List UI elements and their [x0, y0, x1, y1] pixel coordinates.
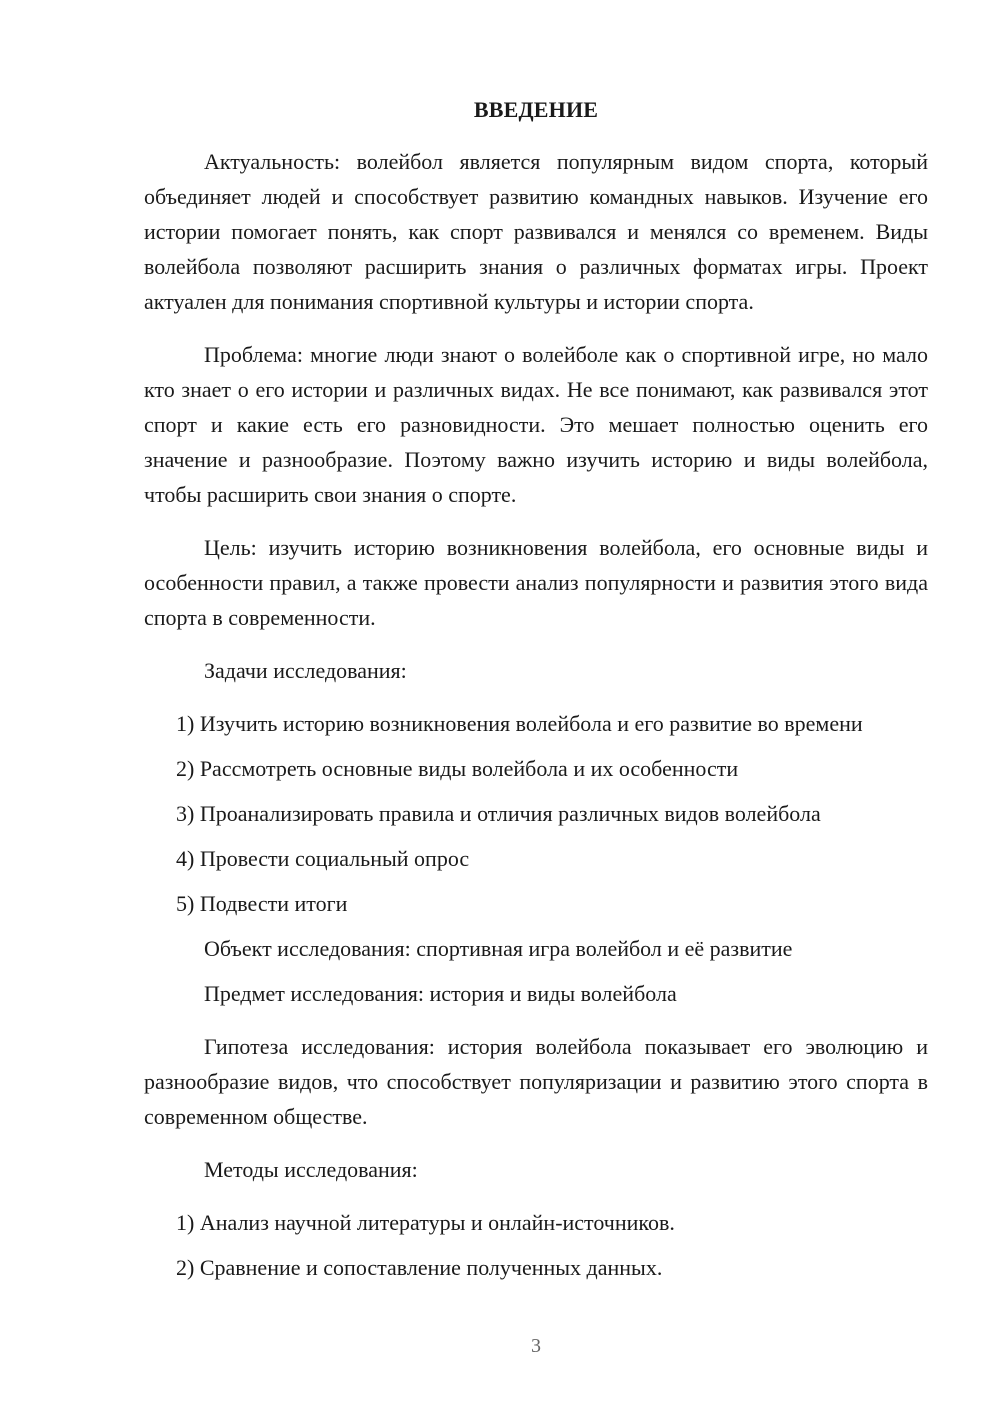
task-item-3: 3) Проанализировать правила и отличия различных видов волейбола [176, 801, 821, 826]
section-title: ВВЕДЕНИЕ [473, 97, 599, 122]
object-line: Объект исследования: спортивная игра волейбол и её развитие [204, 936, 793, 961]
tasks-label: Задачи исследования: [204, 658, 407, 683]
relevance-paragraph: Актуальность: волейбол является популярным видом спорта, который объединяет людей и способствует развитию командных навыков. Изучение его истории помогает понять, как спорт развивался и менялся со временем. Виды волейбола позволяют расширить знания о различных форматах игры. Проект актуален для понимания спортивной культуры и истории спорта. [144, 149, 928, 314]
hypothesis-paragraph: Гипотеза исследования: история волейбола показывает его эволюцию и разнообразие видов, что способствует популяризации и развитию этого спорта в современном обществе. [144, 1034, 928, 1129]
page-number: 3 [531, 1335, 541, 1357]
task-item-2: 2) Рассмотреть основные виды волейбола и их особенности [176, 756, 739, 781]
method-item-2: 2) Сравнение и сопоставление полученных данных. [176, 1255, 663, 1280]
method-item-1: 1) Анализ научной литературы и онлайн-источников. [176, 1210, 675, 1235]
task-item-1: 1) Изучить историю возникновения волейбола и его развитие во времени [176, 711, 863, 736]
methods-label: Методы исследования: [204, 1157, 418, 1182]
subject-line: Предмет исследования: история и виды волейбола [204, 981, 677, 1006]
task-item-4: 4) Провести социальный опрос [176, 846, 470, 871]
task-item-5: 5) Подвести итоги [176, 891, 348, 916]
problem-paragraph: Проблема: многие люди знают о волейболе как о спортивной игре, но мало кто знает о его истории и различных видах. Не все понимают, как развивался этот спорт и какие есть его разновидности. Это мешает полностью оценить его значение и разнообразие. Поэтому важно изучить историю и виды волейбола, чтобы расширить свои знания о спорте. [144, 342, 928, 507]
goal-paragraph: Цель: изучить историю возникновения волейбола, его основные виды и особенности правил, а также провести анализ популярности и развития этого вида спорта в современности. [144, 535, 928, 630]
page-content [144, 94, 928, 1295]
